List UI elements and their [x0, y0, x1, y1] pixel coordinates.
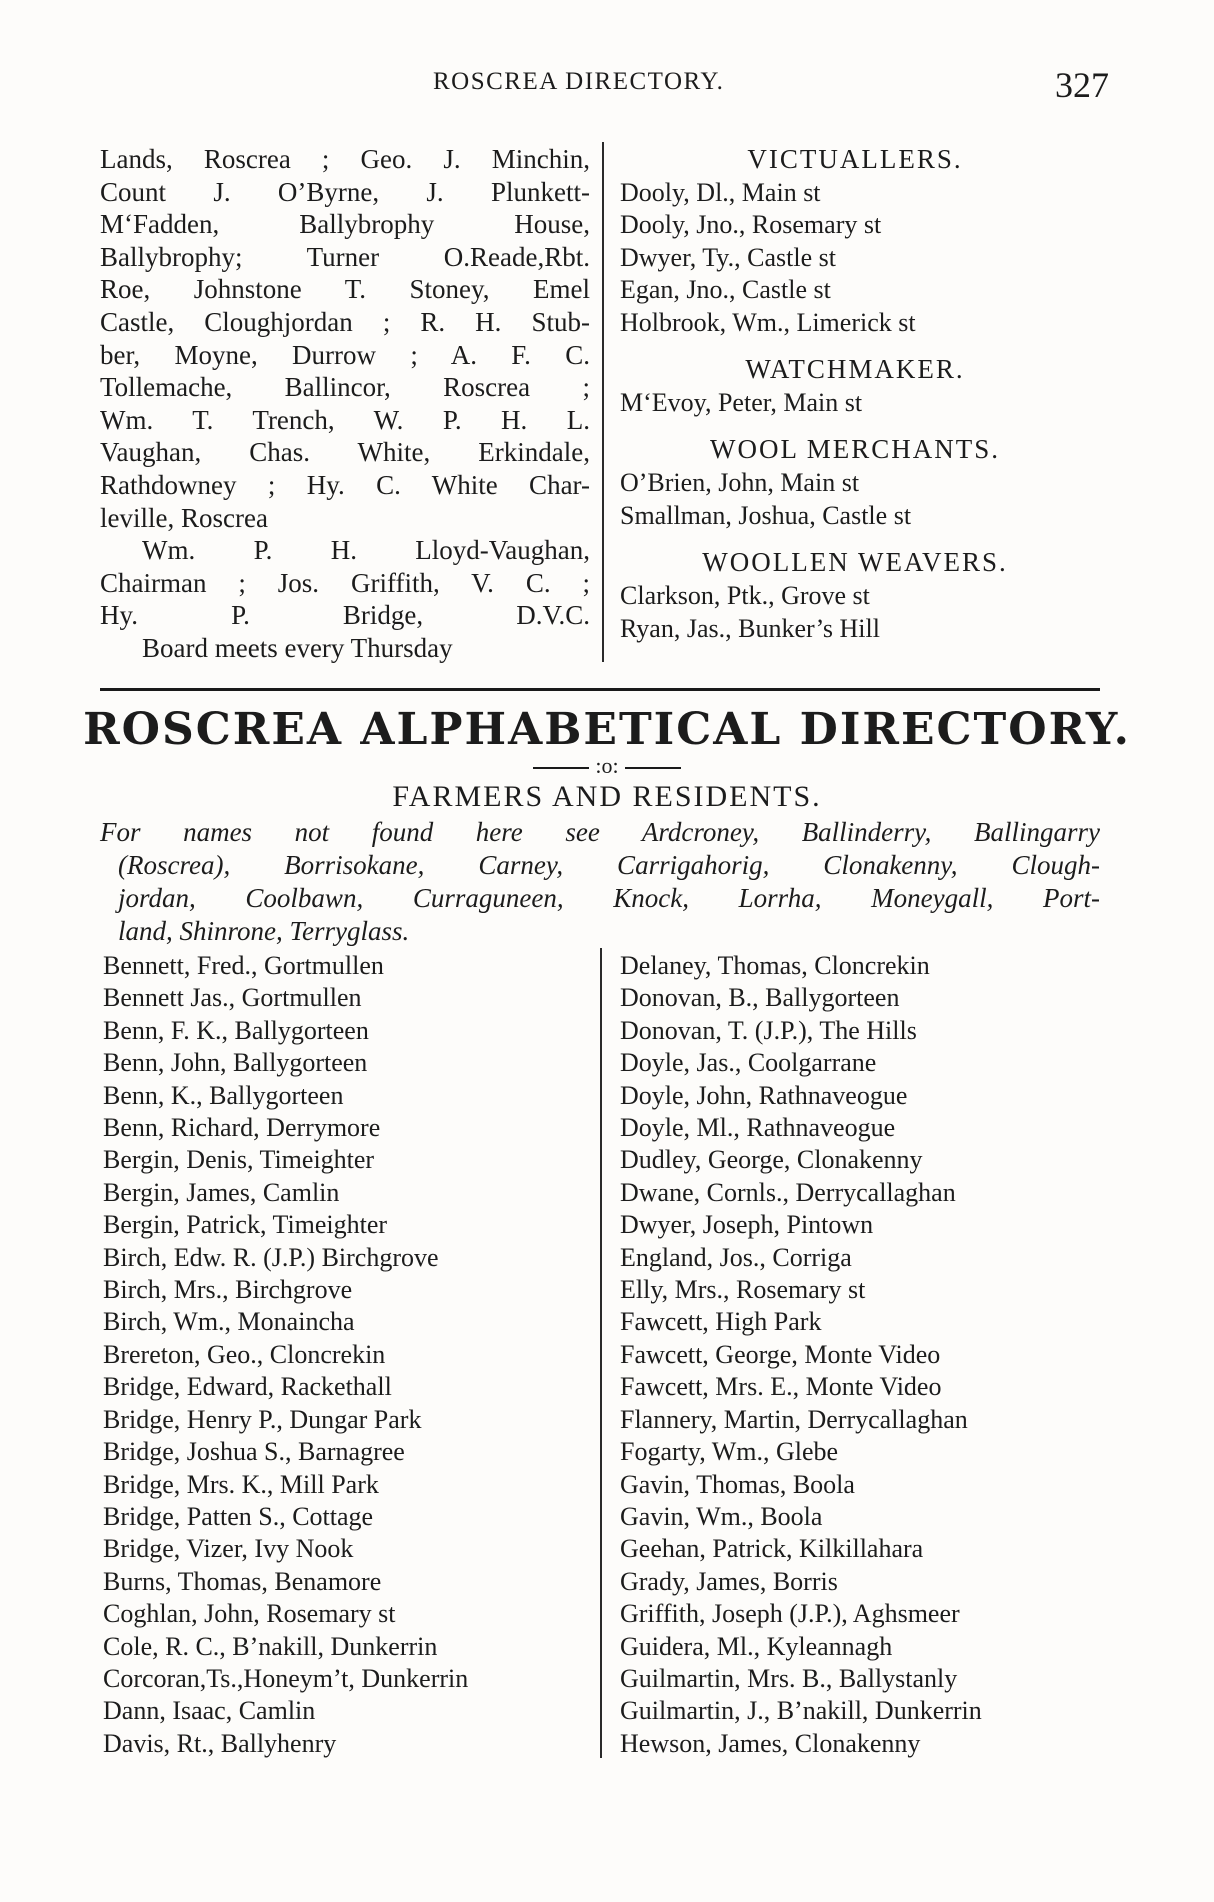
- directory-entry: Fawcett, High Park: [620, 1307, 822, 1337]
- directory-entry: Bridge, Edward, Rackethall: [103, 1372, 392, 1402]
- trade-entry: Dooly, Jno., Rosemary st: [620, 210, 882, 240]
- directory-entry: Hewson, James, Clonakenny: [620, 1728, 921, 1758]
- directory-entry: Birch, Edw. R. (J.P.) Birchgrove: [103, 1242, 439, 1272]
- directory-left-column: [103, 950, 593, 1760]
- directory-entry: Corcoran,Ts.,Honeym’t, Dunkerrin: [103, 1663, 469, 1693]
- board-text-line: leville, Roscrea: [100, 502, 268, 533]
- directory-entry: Bridge, Mrs. K., Mill Park: [103, 1469, 379, 1499]
- note-line: jordan, Coolbawn, Curraguneen, Knock, Lorrha, Moneygall, Port-: [118, 883, 1100, 913]
- see-also-note: [100, 816, 1100, 948]
- board-text-line: Wm. P. H. Lloyd-Vaughan,: [142, 535, 590, 566]
- trade-entry: Holbrook, Wm., Limerick st: [620, 307, 916, 337]
- note-line: land, Shinrone, Terryglass.: [118, 916, 410, 946]
- directory-entry: Birch, Wm., Monaincha: [103, 1307, 355, 1337]
- directory-entry: Flannery, Martin, Derrycallaghan: [620, 1404, 968, 1434]
- directory-entry: Doyle, Ml., Rathnaveogue: [620, 1113, 896, 1143]
- directory-entry: Dudley, George, Clonakenny: [620, 1145, 923, 1175]
- page-header-title: ROSCREA DIRECTORY.: [433, 68, 725, 95]
- directory-entry: Guidera, Ml., Kyleannagh: [620, 1631, 893, 1661]
- directory-entry: Benn, John, Ballygorteen: [103, 1048, 368, 1078]
- directory-entry: Dwyer, Joseph, Pintown: [620, 1210, 874, 1240]
- directory-entry: Fogarty, Wm., Glebe: [620, 1437, 839, 1467]
- directory-entry: Elly, Mrs., Rosemary st: [620, 1275, 866, 1305]
- column-divider-top: [602, 142, 604, 662]
- directory-entry: Donovan, B., Ballygorteen: [620, 983, 900, 1013]
- directory-entry: Bridge, Vizer, Ivy Nook: [103, 1534, 354, 1564]
- directory-entry: Bennett, Fred., Gortmullen: [103, 951, 384, 980]
- directory-entry: Bridge, Henry P., Dungar Park: [103, 1404, 422, 1434]
- directory-right-column: [620, 950, 1120, 1760]
- page-number: 327: [1055, 65, 1109, 105]
- directory-entry: Fawcett, Mrs. E., Monte Video: [620, 1372, 942, 1402]
- board-text-line: Tollemache, Ballincor, Roscrea ;: [100, 372, 590, 403]
- trade-entry: Clarkson, Ptk., Grove st: [620, 581, 870, 611]
- directory-entry: Brereton, Geo., Cloncrekin: [103, 1339, 386, 1369]
- directory-entry: Coghlan, John, Rosemary st: [103, 1599, 396, 1629]
- board-text-line: Chairman ; Jos. Griffith, V. C. ;: [100, 567, 590, 598]
- title-ornament: [0, 753, 1214, 779]
- directory-entry: Benn, F. K., Ballygorteen: [103, 1015, 369, 1045]
- directory-entry: Gavin, Wm., Boola: [620, 1501, 823, 1531]
- note-line: (Roscrea), Borrisokane, Carney, Carrigahorig, Clonakenny, Clough-: [118, 850, 1100, 880]
- trade-entry: M‘Evoy, Peter, Main st: [620, 388, 863, 418]
- directory-entry: Donovan, T. (J.P.), The Hills: [620, 1015, 917, 1045]
- board-of-guardians-text: [100, 143, 590, 665]
- directory-entry: Griffith, Joseph (J.P.), Aghsmeer: [620, 1599, 960, 1629]
- board-text-line: Roe, Johnstone T. Stoney, Emel: [100, 274, 590, 305]
- trade-heading: WOOLLEN WEAVERS.: [702, 547, 1008, 578]
- directory-entry: Davis, Rt., Ballyhenry: [103, 1728, 337, 1758]
- trades-sections: [620, 143, 1090, 645]
- directory-entry: Bennett Jas., Gortmullen: [103, 983, 362, 1013]
- board-text-line: Rathdowney ; Hy. C. White Char-: [100, 469, 590, 500]
- directory-entry: Benn, Richard, Derrymore: [103, 1113, 381, 1143]
- trade-heading: WOOL MERCHANTS.: [710, 434, 1000, 465]
- trade-heading: WATCHMAKER.: [745, 354, 965, 385]
- trade-entry: Dooly, Dl., Main st: [620, 178, 821, 207]
- directory-entry: Dwane, Cornls., Derrycallaghan: [620, 1177, 956, 1207]
- board-text-line: Wm. T. Trench, W. P. H. L.: [100, 404, 590, 435]
- trade-entry: Smallman, Joshua, Castle st: [620, 500, 912, 530]
- directory-entry: Burns, Thomas, Benamore: [103, 1566, 382, 1596]
- board-text-line: Castle, Cloughjordan ; R. H. Stub-: [100, 306, 590, 337]
- directory-entry: Bergin, Patrick, Timeighter: [103, 1210, 388, 1240]
- directory-entry: Bergin, Denis, Timeighter: [103, 1145, 375, 1175]
- directory-entry: England, Jos., Corriga: [620, 1242, 852, 1272]
- farmers-residents-subtitle: FARMERS AND RESIDENTS.: [392, 780, 822, 813]
- board-text-line: Count J. O’Byrne, J. Plunkett-: [100, 176, 590, 207]
- board-text-line: Lands, Roscrea ; Geo. J. Minchin,: [100, 144, 590, 174]
- note-line: For names not found here see Ardcroney, Ballinderry, Ballingarry: [100, 817, 1100, 847]
- trade-heading: VICTUALLERS.: [747, 144, 963, 174]
- directory-entry: Birch, Mrs., Birchgrove: [103, 1275, 353, 1305]
- alphabetical-directory-title: ROSCREA ALPHABETICAL DIRECTORY.: [83, 704, 1131, 755]
- board-text-line: Hy. P. Bridge, D.V.C.: [100, 600, 590, 631]
- board-text-line: Vaughan, Chas. White, Erkindale,: [100, 437, 590, 468]
- board-text-line: ber, Moyne, Durrow ; A. F. C.: [100, 339, 590, 370]
- directory-entry: Benn, K., Ballygorteen: [103, 1080, 344, 1110]
- board-text-line: M‘Fadden, Ballybrophy House,: [100, 209, 590, 240]
- directory-entry: Bergin, James, Camlin: [103, 1177, 340, 1207]
- directory-entry: Cole, R. C., B’nakill, Dunkerrin: [103, 1631, 438, 1661]
- trade-entry: O’Brien, John, Main st: [620, 468, 860, 498]
- directory-entry: Fawcett, George, Monte Video: [620, 1339, 941, 1369]
- directory-entry: Geehan, Patrick, Kilkillahara: [620, 1534, 924, 1564]
- section-rule: [100, 688, 1100, 691]
- column-divider-bottom: [600, 948, 602, 1758]
- directory-entry: Bridge, Joshua S., Barnagree: [103, 1437, 405, 1467]
- running-header: [0, 64, 1214, 104]
- trade-entry: Egan, Jno., Castle st: [620, 275, 831, 305]
- directory-entry: Guilmartin, Mrs. B., Ballystanly: [620, 1663, 958, 1693]
- ornament-text: :o:: [595, 753, 619, 778]
- directory-entry: Gavin, Thomas, Boola: [620, 1469, 855, 1499]
- trade-entry: Dwyer, Ty., Castle st: [620, 242, 836, 272]
- board-text-line: Ballybrophy; Turner O.Reade,Rbt.: [100, 241, 590, 272]
- directory-entry: Delaney, Thomas, Cloncrekin: [620, 951, 930, 980]
- directory-entry: Guilmartin, J., B’nakill, Dunkerrin: [620, 1696, 982, 1726]
- directory-entry: Doyle, Jas., Coolgarrane: [620, 1048, 877, 1078]
- trade-entry: Ryan, Jas., Bunker’s Hill: [620, 613, 880, 643]
- directory-entry: Doyle, John, Rathnaveogue: [620, 1080, 908, 1110]
- directory-entry: Grady, James, Borris: [620, 1566, 838, 1596]
- directory-entry: Dann, Isaac, Camlin: [103, 1696, 316, 1726]
- directory-entry: Bridge, Patten S., Cottage: [103, 1501, 374, 1531]
- board-meeting-note: Board meets every Thursday: [142, 632, 453, 663]
